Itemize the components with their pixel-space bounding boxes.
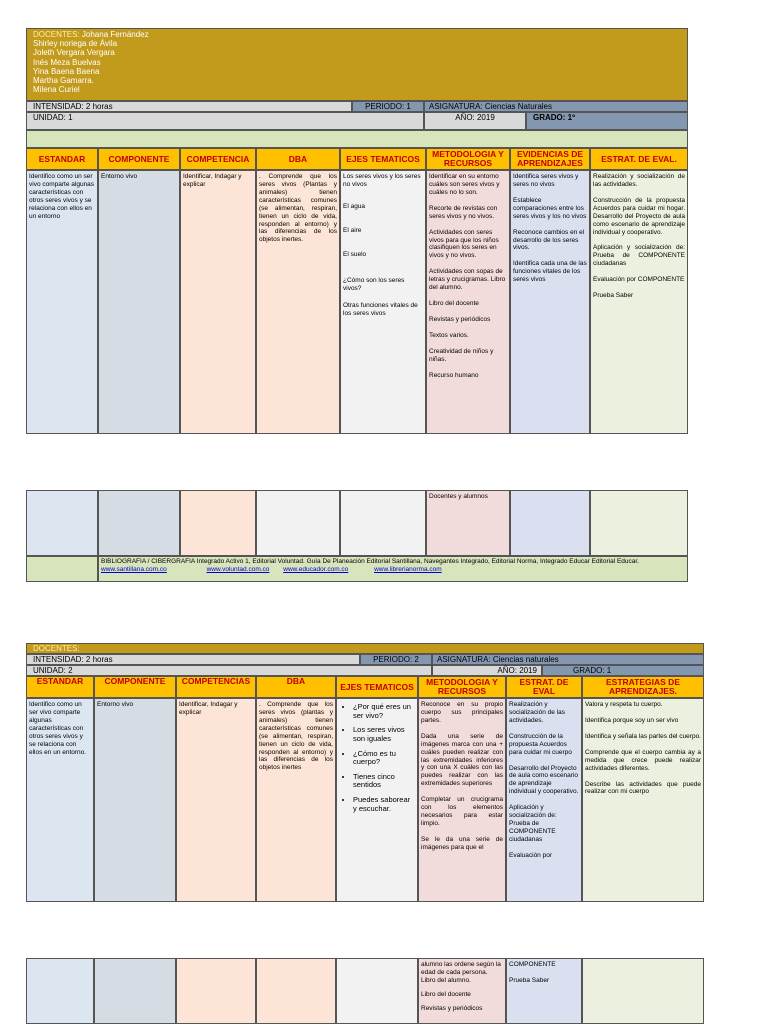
unit2-eval-item: Evaluación por bbox=[509, 851, 552, 859]
unit2-aprendizaje-item: Comprende que el cuerpo cambia ay a medida que crece puede realizar actividades diferentes. bbox=[585, 748, 701, 772]
unit1-metodologia-item: Libro del docente bbox=[429, 300, 479, 308]
unit1-teacher: Milena Curiel bbox=[33, 85, 80, 95]
unit1-header-dba: DBA bbox=[256, 148, 340, 170]
unit2-header-aprendizajes: ESTRATEGIAS DE APRENDIZAJES. bbox=[582, 676, 704, 698]
unit1-estrategia-item: Realización y socialización de las actividades. bbox=[593, 173, 685, 188]
unit2-eval-item: Aplicación y socialización de: Prueba de COMPONENTE ciudadanas bbox=[509, 804, 557, 843]
unit1-link[interactable]: www.librerianorma.com bbox=[374, 565, 442, 573]
unit1-estrategia-item: Prueba Saber bbox=[593, 292, 634, 300]
unit2-aprendizaje-item: Valora y respeta tu cuerpo. bbox=[585, 701, 663, 708]
unit2-cont-eval-item: Prueba Saber bbox=[509, 976, 550, 984]
unit2-anio: AÑO: 2019 bbox=[432, 665, 542, 676]
unit1-bibliografia bbox=[98, 556, 688, 582]
unit2-competencia-cell: Identificar, Indagar y explicar bbox=[176, 698, 256, 902]
unit1-eje-item: ¿Cómo son los seres vivos? bbox=[343, 276, 405, 292]
unit2-unidad: UNIDAD: 2 bbox=[26, 665, 432, 676]
unit1-header-ejes: EJES TEMATICOS bbox=[340, 148, 426, 170]
unit2-cont-dba bbox=[256, 958, 336, 1024]
unit1-header-estrategias: ESTRAT. DE EVAL. bbox=[590, 148, 688, 170]
unit2-ejes-list bbox=[339, 703, 415, 813]
unit1-periodo: PERIODO: 1 bbox=[352, 101, 424, 112]
unit1-estrategia-item: Evaluación por COMPONENTE bbox=[593, 276, 685, 284]
unit1-docentes-line bbox=[33, 30, 681, 39]
unit1-evidencias-cell bbox=[510, 170, 590, 434]
unit1-cont-dba bbox=[256, 490, 340, 556]
unit2-docentes: DOCENTES: bbox=[26, 643, 704, 654]
unit1-spacer-row bbox=[26, 130, 688, 148]
unit1-header-metodologia: METODOLOGIA Y RECURSOS bbox=[426, 148, 510, 170]
unit1-metodologia-item: Revistas y periódicos bbox=[429, 315, 491, 323]
unit1-header-evidencias: EVIDENCIAS DE APRENDIZAJES bbox=[510, 148, 590, 170]
unit1-cont-evidencias bbox=[510, 490, 590, 556]
unit1-metodologia-item: Textos varios. bbox=[429, 331, 469, 339]
unit2-cont-competencia bbox=[176, 958, 256, 1024]
unit2-cont-metodologia bbox=[418, 958, 506, 1024]
unit1-componente-cell: Entorno vivo bbox=[98, 170, 180, 434]
unit2-aprendizaje-item: Describe las actividades que puede realizar con mi cuerpo bbox=[585, 780, 701, 796]
unit2-metodologia-item: Se le da una serie de imágenes para que el bbox=[421, 835, 503, 851]
unit2-metodologia-cell bbox=[418, 698, 506, 902]
unit1-header-competencia: COMPETENCIA bbox=[180, 148, 256, 170]
unit2-eval-item: Desarrollo del Proyecto de aula como escenario de aprendizaje individual y cooperativo. bbox=[509, 764, 579, 796]
unit1-metodologia-item: Actividades con seres vivos para que los niños clasifiquen los seres en vivos y no vivos. bbox=[429, 228, 499, 260]
unit1-biblio-left bbox=[26, 556, 98, 582]
unit1-evidencia-item: Establece comparaciones entre los seres vivos y los no vivos bbox=[513, 196, 587, 220]
unit1-teacher: Johana Fernández bbox=[81, 30, 149, 39]
unit2-cont-metodologia-item: alumno las ordene según la edad de cada persona. Libro del alumno. bbox=[421, 961, 501, 984]
unit2-eje-item: • ¿Cómo es tu cuerpo? bbox=[353, 750, 415, 767]
unit1-teacher: Yina Baena Baena bbox=[33, 66, 100, 76]
unit2-eval-cell bbox=[506, 698, 582, 902]
unit1-metodologia-item: Recurso humano bbox=[429, 371, 479, 379]
unit2-cont-eval bbox=[506, 958, 582, 1024]
unit2-cont-estandar bbox=[26, 958, 94, 1024]
unit1-link[interactable]: www.voluntad.com.co bbox=[206, 565, 270, 573]
unit2-dba-cell: . Comprende que los seres vivos (plantas y animales) tienen características comunes (se alimentan, respiran, tienen un ciclo de vida, responden al entorno) y las diferencias de los objetos inertes bbox=[256, 698, 336, 902]
unit1-ejes-cell bbox=[340, 170, 426, 434]
unit2-header-dba: DBA bbox=[256, 676, 336, 698]
unit1-estrategia-item: Construcción de la propuesta Acuerdos para cuidar mi hogar. Desarrollo del Proyecto de aula como escenario de aprendizaje individual y cooperativo. bbox=[593, 196, 685, 236]
unit1-metodologia-cell bbox=[426, 170, 510, 434]
unit2-eval-item: Realización y socialización de las actividades. bbox=[509, 701, 566, 724]
unit1-metodologia-item: Recorte de revistas con seres vivos y no vivos. bbox=[429, 204, 498, 220]
unit2-grado: GRADO: 1 bbox=[542, 665, 704, 676]
unit1-estrategia-item: Aplicación y socialización de: Prueba de COMPONENTE ciudadanas bbox=[593, 244, 685, 268]
unit2-aprendizajes-cell bbox=[582, 698, 704, 902]
unit1-competencia-cell: Identificar, Indagar y explicar bbox=[180, 170, 256, 434]
unit2-header-competencias: COMPETENCIAS bbox=[176, 676, 256, 698]
unit1-cont-estandar bbox=[26, 490, 98, 556]
unit1-asignatura: ASIGNATURA: Ciencias Naturales bbox=[424, 101, 688, 112]
unit2-cont-ejes bbox=[336, 958, 418, 1024]
unit1-header-estandar: ESTANDAR bbox=[26, 148, 98, 170]
unit2-cont-metodologia-item: Libro del docente bbox=[421, 990, 471, 998]
unit2-header-metodologia: METODOLOGIA Y RECURSOS bbox=[418, 676, 506, 698]
unit1-teacher: Martha Gamarra. bbox=[33, 75, 94, 85]
unit1-teacher: Joleth Vergara Vergara bbox=[33, 48, 115, 58]
unit1-metodologia-item: Creatividad de niños y niñas. bbox=[429, 347, 494, 363]
unit1-intensidad: INTENSIDAD: 2 horas bbox=[26, 101, 352, 112]
unit2-aprendizaje-item: Identifica porque soy un ser vivo bbox=[585, 716, 679, 724]
unit2-header-componente: COMPONENTE bbox=[94, 676, 176, 698]
unit1-eje-item: El agua bbox=[343, 202, 366, 210]
unit2-header-estandar: ESTANDAR bbox=[26, 676, 94, 698]
unit1-evidencia-item: Identifica cada una de las funciones vitales de los seres vivos bbox=[513, 260, 587, 284]
unit2-componente-cell: Entorno vivo bbox=[94, 698, 176, 902]
unit1-eje-item: Otras funciones vitales de los seres vivos bbox=[343, 302, 418, 318]
unit2-metodologia-item: Completar un crucigrama con los elementos necesarios para estar limpio. bbox=[421, 796, 503, 827]
unit2-estandar-cell: Identifico como un ser vivo comparte algunas características con otros seres vivos y se relaciona con ellos en un entorno. bbox=[26, 698, 94, 902]
unit1-dba-cell: . Comprende que los seres vivos (Plantas y animales) tienen características comunes (se alimentan, respiran, tienen un ciclo de vida, responden al entorno) y las diferencias de los objetos inertes. bbox=[256, 170, 340, 434]
unit1-eje-item: Los seres vivos y los seres no vivos bbox=[343, 173, 421, 188]
unit1-anio: AÑO: 2019 bbox=[424, 112, 526, 130]
unit1-cont-metodologia: Docentes y alumnos bbox=[426, 490, 510, 556]
unit1-docentes-block bbox=[26, 28, 688, 101]
unit1-header-componente: COMPONENTE bbox=[98, 148, 180, 170]
unit2-metodologia-item: Dada una serie de imágenes marca con una + cuáles pueden realizar con las extremidades inferiores y con una X cuáles con las puedes realizar con las extremidades superiores bbox=[421, 732, 503, 788]
unit2-aprendizaje-item: Identifica y señala las partes del cuerpo. bbox=[585, 732, 701, 740]
unit1-docentes-label: DOCENTES: bbox=[33, 30, 80, 39]
unit1-cont-competencia bbox=[180, 490, 256, 556]
unit1-eje-item: El suelo bbox=[343, 250, 367, 258]
unit2-intensidad: INTENSIDAD: 2 horas bbox=[26, 654, 360, 665]
unit2-cont-metodologia-item: Revistas y periódicos bbox=[421, 1004, 483, 1012]
unit2-ejes-cell bbox=[336, 698, 418, 902]
unit2-header-eval: ESTRAT. DE EVAL bbox=[506, 676, 582, 698]
unit1-cont-ejes bbox=[340, 490, 426, 556]
unit2-cont-aprendizajes bbox=[582, 958, 704, 1024]
unit1-bibliografia-text: BIBLIOGRAFIA / CIBERGRAFIA Integrado Activo 1, Editorial Voluntad. Guía De Planeación Editorial Santillana, Navegantes Integrado, Editorial Norma, Integrado Educar Editorial Educar. bbox=[101, 558, 639, 565]
unit2-eval-item: Construcción de la propuesta Acuerdos para cuidar mi cuerpo bbox=[509, 732, 572, 756]
unit1-cont-componente bbox=[98, 490, 180, 556]
unit1-unidad: UNIDAD: 1 bbox=[26, 112, 424, 130]
unit1-metodologia-item: Actividades con sopas de letras y crucigramas. Libro del alumno. bbox=[429, 268, 506, 292]
unit2-metodologia-item: Reconoce en su propio cuerpo sus principales partes. bbox=[421, 701, 503, 724]
unit2-header-ejes: EJES TEMATICOS bbox=[336, 676, 418, 698]
unit1-link[interactable]: www.educador.com.co bbox=[283, 565, 349, 573]
unit1-grado: GRADO: 1º bbox=[526, 112, 688, 130]
unit1-teacher: Shirley noriega de Ávila bbox=[33, 39, 118, 49]
unit2-cont-componente bbox=[94, 958, 176, 1024]
unit1-evidencia-item: Reconoce cambios en el desarrollo de los seres vivos. bbox=[513, 228, 585, 252]
unit1-estandar-cell: Identifico como un ser vivo comparte algunas características con otros seres vivos y se relaciona con ellos en un entorno bbox=[26, 170, 98, 434]
unit2-eje-item: • Tienes cinco sentidos bbox=[353, 773, 415, 790]
unit1-evidencia-item: Identifica seres vivos y seres no vivos bbox=[513, 173, 579, 188]
unit1-links-row bbox=[101, 566, 685, 574]
unit1-link[interactable]: www.santillana.com.co bbox=[101, 565, 167, 573]
unit1-teacher: Inés Meza Buelvas bbox=[33, 57, 101, 67]
unit2-cont-eval-item: COMPONENTE bbox=[509, 961, 556, 968]
unit1-eje-item: El aire bbox=[343, 226, 362, 234]
unit2-asignatura: ASIGNATURA: Ciencias naturales bbox=[432, 654, 704, 665]
unit2-eje-item: • Puedes saborear y escuchar. bbox=[353, 796, 415, 813]
unit1-metodologia-item: Identificar en su entorno cuáles son seres vivos y cuáles no lo son. bbox=[429, 173, 500, 196]
unit1-estrategias-cell bbox=[590, 170, 688, 434]
unit2-eje-item: • Los seres vivos son iguales bbox=[353, 726, 415, 743]
unit2-periodo: PERIODO: 2 bbox=[360, 654, 432, 665]
unit1-cont-estrategias bbox=[590, 490, 688, 556]
unit2-eje-item: • ¿Por qué eres un ser vivo? bbox=[353, 703, 415, 720]
